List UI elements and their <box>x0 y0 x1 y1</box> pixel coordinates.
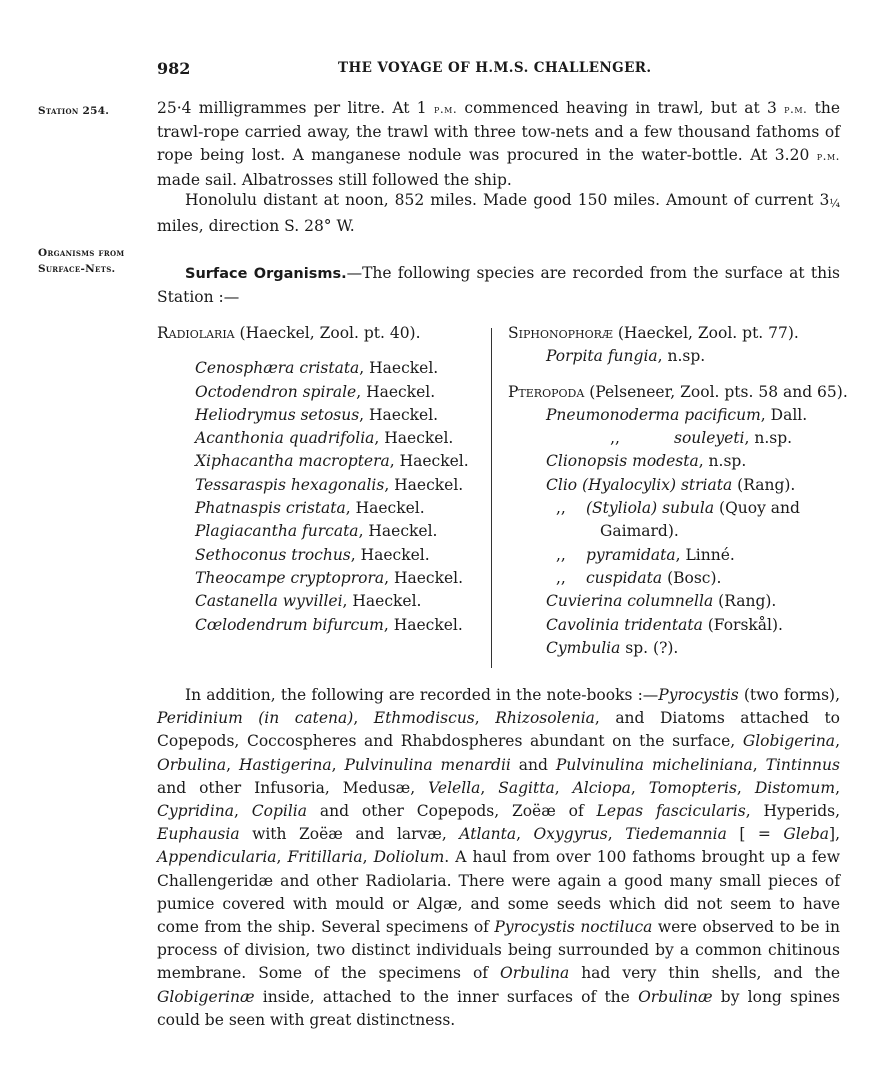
taxon-name: Orbulinæ <box>638 987 713 1006</box>
pteropoda-species-item <box>508 567 848 590</box>
margin-organisms-line2: Surface-Nets. <box>38 263 116 275</box>
radiolaria-column <box>157 322 469 637</box>
pteropoda-species-item <box>508 427 848 450</box>
species-name: Cenosphæra cristata <box>195 359 360 378</box>
taxon-name: Velella <box>428 778 481 797</box>
addition-text: In addition, the following are recorded in the note-books :— <box>185 686 659 704</box>
species-author: , Haeckel. <box>384 568 464 587</box>
pteropoda-species-item <box>508 590 848 613</box>
species-continuation: Gaimard). <box>600 522 679 541</box>
species-author: , Haeckel. <box>389 452 469 471</box>
taxon-name: Pulvinulina micheliniana <box>555 755 753 774</box>
taxon-name: Hastigerina <box>239 755 332 774</box>
species-name: souleyeti <box>674 429 745 448</box>
species-name: (Styliola) subula <box>586 499 715 518</box>
radiolaria-species-item <box>157 590 469 613</box>
radiolaria-species-item <box>157 614 469 637</box>
taxon-name: Doliolum <box>373 848 445 867</box>
species-author: , Haeckel. <box>342 592 422 611</box>
ditto-mark: ,, <box>556 568 566 587</box>
taxon-name: Alciopa <box>572 778 631 797</box>
species-author: sp. (?). <box>620 638 679 657</box>
ditto-mark: ,, <box>610 429 620 448</box>
species-name: Cymbulia <box>546 638 621 657</box>
running-title: THE VOYAGE OF H.M.S. CHALLENGER. <box>338 60 652 76</box>
radiolaria-species-item <box>157 497 469 520</box>
species-name: Clionopsis modesta <box>546 452 699 471</box>
species-author: , Haeckel. <box>383 615 463 634</box>
addition-text: , Hyperids, <box>745 802 840 821</box>
addition-text: , <box>607 825 626 844</box>
species-author: , n.sp. <box>744 429 793 448</box>
intro-pm-1: p.m. <box>433 102 458 116</box>
taxon-name: Tintinnus <box>765 755 840 774</box>
taxon-name: Pyrocystis noctiluca <box>494 918 653 937</box>
species-name: Clio (Hyalocylix) striata <box>546 475 733 494</box>
taxon-name: Copilia <box>251 802 308 821</box>
siphonophorae-ref: (Haeckel, Zool. pt. 77). <box>612 324 799 342</box>
radiolaria-group: Radiolaria <box>157 324 235 342</box>
radiolaria-ref: (Haeckel, Zool. pt. 40). <box>234 324 421 342</box>
siphonophorae-species <box>508 345 848 368</box>
addition-text: by long spines could be seen with great distinctness. <box>157 987 840 1029</box>
intro-pm-3: p.m. <box>816 149 840 164</box>
addition-text: , <box>226 755 240 774</box>
addition-text: , and Diatoms attached to Copepods, Coccospheres and Rhabdospheres abundant on the surface, <box>157 709 841 751</box>
pteropoda-group: Pteropoda <box>508 382 585 401</box>
species-author: , Haeckel. <box>356 382 436 401</box>
addition-text: . A haul from over 100 fathoms brought up a few Challengeridæ and other Radiolaria. There were again a good many small pieces of pumice covered with mould or Algæ, and some seeds which did not seem to have come from the ship. Several specimens of <box>157 848 840 937</box>
taxon-name: Pyrocystis <box>658 686 739 704</box>
species-author: , Haeckel. <box>384 475 464 494</box>
surface-organisms-paragraph <box>157 262 840 309</box>
ditto-mark: ,, <box>556 545 566 564</box>
species-name: Cuvierina columnella <box>546 592 714 611</box>
radiolaria-species-item <box>157 567 469 590</box>
species-name: Theocampe cryptoprora <box>195 568 385 587</box>
pteropoda-species-item <box>508 520 848 543</box>
species-author: (Bosc). <box>662 568 722 587</box>
species-author: , Haeckel. <box>359 405 439 424</box>
species-name: Castanella wyvillei <box>195 592 343 611</box>
addition-text: , <box>835 778 841 797</box>
species-author: , Haeckel. <box>374 429 454 448</box>
radiolaria-species-item <box>157 520 469 543</box>
taxon-name: Gleba <box>783 825 830 844</box>
taxon-name: Orbulina <box>157 755 227 774</box>
species-name: Sethoconus trochus <box>195 545 351 564</box>
surface-organisms-heading: Surface Organisms. <box>185 266 347 282</box>
addition-text: , <box>752 755 766 774</box>
margin-station: Station 254. <box>38 105 110 117</box>
addition-text: , <box>474 709 496 728</box>
pteropoda-species-item <box>508 544 848 567</box>
pteropoda-heading <box>508 381 848 404</box>
addition-text: and other Infusoria, Medusæ, <box>157 778 429 797</box>
taxon-name: Rhizosolenia <box>495 709 595 728</box>
species-name: Tessaraspis hexagonalis <box>195 475 385 494</box>
intro-paragraph <box>157 97 840 192</box>
addition-text: , <box>736 778 755 797</box>
intro-pm-2: p.m. <box>784 102 808 116</box>
taxon-name: Cypridina <box>157 802 235 821</box>
species-name: pyramidata <box>586 545 676 564</box>
column-divider <box>491 328 492 668</box>
species-author: , Haeckel. <box>345 499 425 518</box>
species-author: (Quoy and <box>714 499 800 518</box>
addition-text: with Zoëæ and larvæ, <box>239 825 460 844</box>
species-author: , n.sp. <box>657 347 706 366</box>
species-name: Cavolinia tridentata <box>546 615 703 634</box>
addition-text: were observed to be in process of division, two distinct individuals being surrounded by a common chitinous membrane. Some of the specimens of <box>157 918 840 983</box>
taxon-name: Tomopteris <box>648 778 737 797</box>
siphonophorae-group: Siphonophoræ <box>508 324 613 342</box>
intro-text-1: 25·4 milligrammes per litre. At 1 <box>157 99 434 117</box>
addition-text: , <box>480 778 499 797</box>
pteropoda-species-item <box>508 497 848 520</box>
species-author: , Haeckel. <box>350 545 430 564</box>
addition-text: , <box>362 848 374 867</box>
taxon-name: Ethmodiscus <box>373 709 475 728</box>
addition-text: inside, attached to the inner surfaces of the <box>254 987 639 1006</box>
surface-organisms-text: —The following species are recorded from the surface at this Station :— <box>157 264 840 307</box>
species-name: cuspidata <box>586 568 663 587</box>
addition-text: , <box>331 755 345 774</box>
taxon-name: Lepas fascicularis <box>596 802 746 821</box>
intro-text-3: the trawl-rope carried away, the trawl with three tow-nets and a few thousand fathoms of rope being lost. A manganese nodule was procured in the water-bottle. At 3.20 <box>157 99 841 165</box>
species-author: , Linné. <box>675 545 735 564</box>
taxon-name: Globigerina <box>742 732 836 751</box>
taxon-name: Appendicularia <box>157 848 277 867</box>
pteropoda-species-item <box>508 474 848 497</box>
honolulu-text-2: miles, direction S. 28° W. <box>157 217 355 236</box>
species-name: Pneumonoderma pacificum <box>546 405 761 424</box>
species-author: (Rang). <box>732 475 796 494</box>
taxon-name: Sagitta <box>498 778 555 797</box>
right-column <box>508 322 848 660</box>
radiolaria-species-item <box>157 544 469 567</box>
intro-text-2: commenced heaving in trawl, but at 3 <box>457 99 785 117</box>
intro-text-4: made sail. Albatrosses still followed the ship. <box>157 170 512 189</box>
taxon-name: Pulvinulina menardii <box>344 755 511 774</box>
honolulu-fraction: ¼ <box>829 197 840 210</box>
addition-text: (two forms), <box>738 686 840 704</box>
pteropoda-species-item <box>508 614 848 637</box>
ditto-mark: ,, <box>556 499 566 518</box>
addition-text: , <box>554 778 573 797</box>
addition-text: [ = <box>726 825 784 844</box>
species-name: Phatnaspis cristata <box>195 499 346 518</box>
taxon-name: Tiedemannia <box>625 825 727 844</box>
margin-organisms-line1: Organisms from <box>38 247 125 259</box>
radiolaria-heading <box>157 322 469 345</box>
addition-text: , <box>276 848 288 867</box>
taxon-name: Atlanta <box>459 825 517 844</box>
species-author: , Haeckel. <box>358 522 438 541</box>
radiolaria-species-item <box>157 474 469 497</box>
addition-text: , <box>353 709 374 728</box>
radiolaria-species-list <box>157 357 469 637</box>
addition-text: , <box>234 802 252 821</box>
species-name: Xiphacantha macroptera <box>195 452 390 471</box>
taxon-name: Euphausia <box>157 825 240 844</box>
species-author: , Haeckel. <box>359 359 439 378</box>
pteropoda-species-item <box>508 404 848 427</box>
taxon-name: Orbulina <box>500 964 570 983</box>
addition-text: and other Copepods, Zoëæ of <box>307 802 597 821</box>
addition-text: , <box>516 825 534 844</box>
pteropoda-species-list <box>508 404 848 660</box>
radiolaria-species-item <box>157 381 469 404</box>
addition-text: , <box>630 778 649 797</box>
taxon-name: Globigerinæ <box>157 987 255 1006</box>
siphonophorae-heading <box>508 322 848 345</box>
addition-text: ], <box>829 825 841 844</box>
species-author: , Dall. <box>760 405 808 424</box>
species-name: Octodendron spirale <box>195 382 357 401</box>
addition-text: , <box>835 732 840 751</box>
species-name: Plagiacantha furcata <box>195 522 359 541</box>
page-number: 982 <box>157 59 191 78</box>
radiolaria-species-item <box>157 427 469 450</box>
species-author: , n.sp. <box>698 452 747 471</box>
addition-paragraph <box>157 684 840 1032</box>
radiolaria-species-item <box>157 357 469 380</box>
addition-text: and <box>510 755 556 774</box>
species-author: (Forskål). <box>702 615 783 634</box>
taxon-name: Distomum <box>754 778 836 797</box>
taxon-name: Fritillaria <box>287 848 363 867</box>
honolulu-paragraph <box>157 189 840 238</box>
pteropoda-species-item <box>508 450 848 473</box>
pteropoda-ref: (Pelseneer, Zool. pts. 58 and 65). <box>584 382 848 401</box>
species-author: (Rang). <box>713 592 777 611</box>
species-name: Acanthonia quadrifolia <box>195 429 375 448</box>
radiolaria-species-item <box>157 404 469 427</box>
addition-text: had very thin shells, and the <box>569 964 840 983</box>
species-name: Heliodrymus setosus <box>195 405 360 424</box>
pteropoda-species-item <box>508 637 848 660</box>
taxon-name: Oxygyrus <box>533 825 608 844</box>
honolulu-text-1: Honolulu distant at noon, 852 miles. Made good 150 miles. Amount of current 3 <box>185 191 830 209</box>
species-name: Porpita fungia <box>546 347 658 366</box>
margin-organisms <box>38 245 124 277</box>
taxon-name: Peridinium (in catena) <box>157 709 354 728</box>
species-name: Cœlodendrum bifurcum <box>195 615 384 634</box>
radiolaria-species-item <box>157 450 469 473</box>
